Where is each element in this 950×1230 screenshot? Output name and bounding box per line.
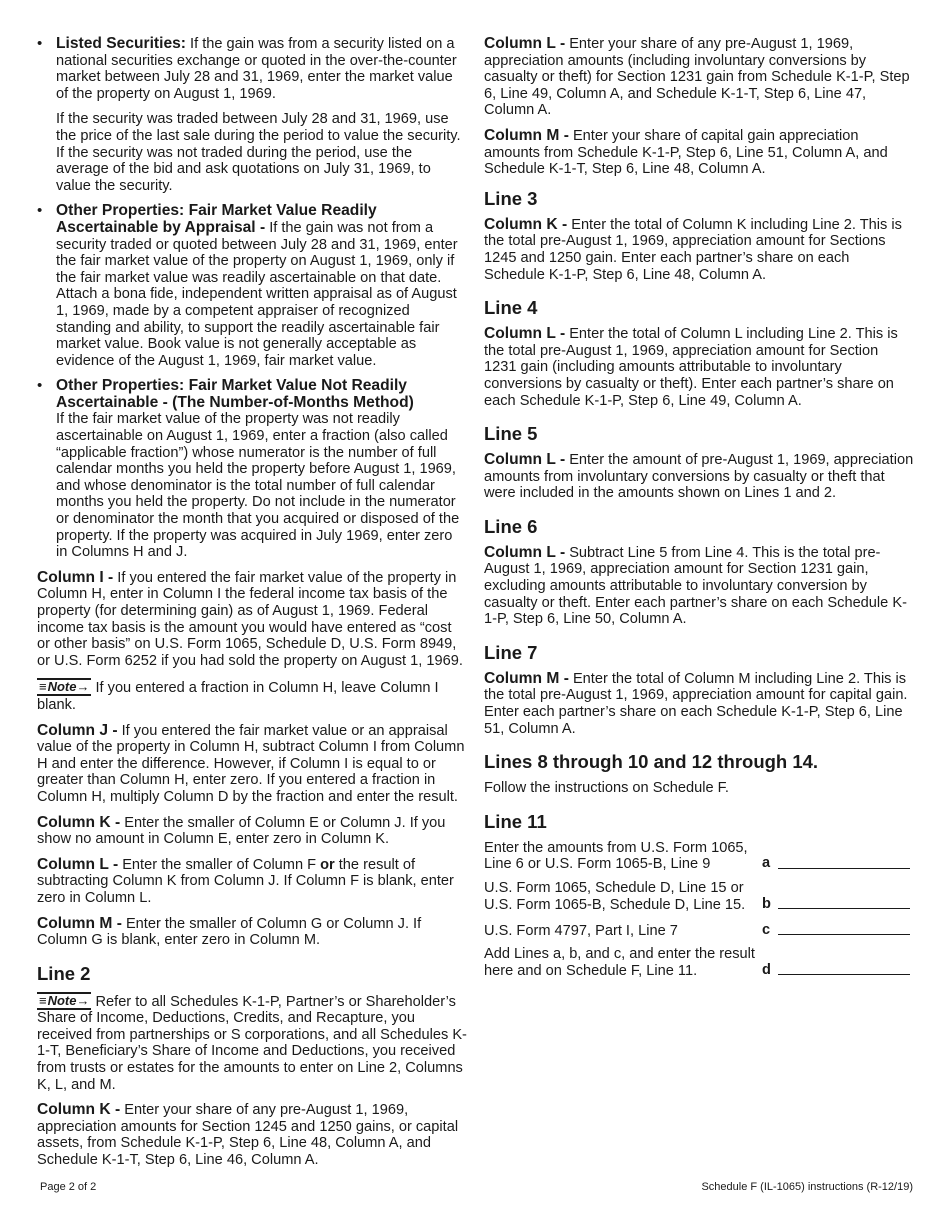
bullet-extra: If the security was traded between July 28 and 31, 1969, use the price of the last sale during the period to value the security. If the security was not traded during the period, use the average of the bid and ask quotations on July 31, 1969, to value the security. (56, 111, 461, 194)
note-paragraph (37, 992, 467, 1094)
line-7-paragraph: Column M - Enter the total of Column M including Line 2. This is the total pre-August 1, 1969, appreciation amount for capital gain. Enter each partner’s share on each Schedule K-1-P, Step 6, Line 51, Column A. (484, 669, 908, 737)
column-label: Column M - (37, 914, 122, 932)
line-2-column-m-paragraph: Column M - Enter your share of capital gain appreciation amounts from Schedule K-1-P, Step 6, Line 51, Column A, and Schedule K-1-T, Step 6, Line 48, Column A. (484, 126, 888, 178)
column-label: Column L - (37, 855, 119, 873)
amount-field-d[interactable] (778, 960, 910, 975)
column-m-paragraph: Column M - Enter the smaller of Column G or Column J. If Column G is blank, enter zero in Column M. (37, 914, 422, 949)
column-i-paragraph: Column I - If you entered the fair market value of the property in Column H, enter in Column I the federal income tax basis of the property (for determining gain) as of August 1, 1969. Federal income tax basis is the amount you would have entered as “cost or other basis” on U.S. Form 1065, Schedule D, U.S. Form 8949, or U.S. Form 6252 if you had sold the property on August 1, 1969. (37, 568, 463, 669)
column-label: Column K - (37, 1101, 121, 1119)
bullet-title: Other Properties: Fair Market Value Readily Ascertainable by Appraisal - (56, 202, 377, 236)
line-2-heading: Line 2 (37, 962, 91, 984)
column-label: Column M - (484, 669, 569, 687)
bullet-text: If the gain was not from a security traded or quoted between July 28 and 31, 1969, enter the fair market value of the property on August 1, 1969, only if the fair market value was readily ascertainable on that date. Attach a bona fide, independent written appraisal as of August 1, 1969, made by a competent appraiser of recognized standing and ability, to support the readily ascertainable fair market value. Book value is not generally acceptable as evidence of the August 1, 1969, fair market value. (56, 219, 458, 369)
bullet-icon: • (37, 377, 43, 395)
bullet-title: Listed Securities: (56, 35, 186, 52)
bullet-fmv-number-of-months (37, 378, 467, 561)
amount-field-c[interactable] (778, 920, 910, 935)
amount-field-b[interactable] (778, 894, 910, 909)
line-11-row-c (484, 920, 914, 939)
column-k-paragraph: Column K - Enter the smaller of Column E or Column J. If you show no amount in Column E, enter zero in Column K. (37, 813, 446, 848)
row-text: U.S. Form 4797, Part I, Line 7 (484, 922, 678, 939)
note-text: Refer to all Schedules K-1-P, Partner’s or Shareholder’s Share of Income, Deductions, Credits, and Recapture, you received from partnerships or S corporations, and all Schedules K-1-T, Beneficiary’s Share of Income and Deductions, you received from trusts or estates for the amounts to enter on Line 2, Columns K, L, and M. (37, 993, 467, 1093)
column-label: Column K - (37, 813, 121, 831)
line-2-column-l-paragraph: Column L - Enter your share of any pre-August 1, 1969, appreciation amounts (including involuntary conversions by casualty or theft) for Section 1231 gain from Schedule K-1-P, Step 6, Line 49, Column A, and Schedule K-1-T, Step 6, Line 47, Column A. (484, 35, 910, 119)
row-label: b (762, 895, 771, 912)
line-6-paragraph: Column L - Subtract Line 5 from Line 4. This is the total pre-August 1, 1969, appreciation amount for Section 1231 gain, excluding amounts attributable to involuntary conversion by casualty or theft. Enter each partner’s share on each Schedule K-1-P, Step 6, Line 50, Column A. (484, 543, 907, 628)
form-identifier: Schedule F (IL-1065) instructions (R-12/19) (701, 1181, 913, 1193)
column-label: Column I - (37, 568, 114, 586)
column-label: Column L - (484, 451, 566, 469)
line-3-heading: Line 3 (484, 187, 538, 209)
line-7-heading: Line 7 (484, 641, 538, 663)
line-2-column-k-paragraph: Column K - Enter your share of any pre-August 1, 1969, appreciation amounts for Section 1245 and 1250 gains, or capital assets, from Schedule K-1-P, Step 6, Line 48, Column A, and Schedule K-1-T, Step 6, Line 46, Column A. (37, 1101, 459, 1169)
column-label: Column K - (484, 215, 568, 233)
bullet-text: If the gain was from a security listed on a national securities exchange or quoted in the over-the-counter market between July 28 and 31, 1969, enter the market value of the property on August 1, 1969. (56, 36, 457, 102)
column-label: Column J - (37, 721, 118, 739)
line-11-heading: Line 11 (484, 810, 547, 832)
column-l-paragraph: Column L - Enter the smaller of Column F or the result of subtracting Column K from Column J. If Column F is blank, enter zero in Column L. (37, 855, 454, 906)
left-column (37, 36, 467, 1178)
right-column (484, 36, 914, 986)
bullet-fmv-appraisal (37, 203, 467, 369)
line-11-row-b (484, 880, 914, 913)
note-text: If you entered a fraction in Column H, leave Column I blank. (37, 680, 439, 713)
line-3-paragraph: Column K - Enter the total of Column K including Line 2. This is the total pre-August 1, 1969, appreciation amount for Sections 1245 and 1250 gain. Enter each partner’s share on each Schedule K-1-P, Step 6, Line 48, Column A. (484, 215, 902, 283)
bullet-icon: • (37, 35, 43, 52)
column-label: Column M - (484, 126, 569, 144)
page-number: Page 2 of 2 (40, 1181, 97, 1193)
column-label: Column L - (484, 35, 566, 52)
column-j-paragraph: Column J - If you entered the fair market value or an appraisal value of the property in Column H, subtract Column I from Column H and enter the difference. However, if Column I is equal to or greater than Column H, enter zero. If you entered a fraction in Column H, multiply Column D by the fraction and enter the result. (37, 721, 465, 805)
row-text: U.S. Form 1065, Schedule D, Line 15 or U.S. Form 1065-B, Schedule D, Line 15. (484, 880, 746, 913)
column-label: Column L - (484, 543, 566, 561)
row-label: c (762, 921, 771, 938)
amount-field-a[interactable] (778, 854, 910, 869)
row-label: a (762, 855, 771, 872)
row-label: d (762, 961, 771, 978)
line-5-paragraph: Column L - Enter the amount of pre-August 1, 1969, appreciation amounts from involuntary conversions by casualty or theft that were included in the amounts shown on Lines 1 and 2. (484, 451, 914, 502)
bullet-icon: • (37, 202, 43, 220)
bullet-listed-securities (37, 36, 467, 194)
line-11-row-d (484, 946, 914, 979)
bullet-title: Other Properties: Fair Market Value Not Readily Ascertainable - (The Number-of-Months Method) (56, 377, 414, 411)
note-paragraph (37, 678, 467, 713)
note-icon: ≡Note→ (39, 679, 90, 695)
note-icon: ≡Note→ (39, 992, 90, 1008)
line-4-heading: Line 4 (484, 297, 538, 319)
line-11-row-a (484, 840, 914, 873)
lines-8-14-paragraph: Follow the instructions on Schedule F. (484, 780, 729, 797)
row-text: Add Lines a, b, and c, and enter the result here and on Schedule F, Line 11. (484, 946, 755, 979)
line-4-paragraph: Column L - Enter the total of Column L including Line 2. This is the total pre-August 1, 1969, appreciation amount for Section 1231 gain (including amounts attributable to involuntary conversions by casualty or theft). Enter each partner’s share on each Schedule K-1-P, Step 6, Line 49, Column A. (484, 325, 898, 409)
lines-8-14-heading: Lines 8 through 10 and 12 through 14. (484, 751, 819, 773)
row-text: Enter the amounts from U.S. Form 1065, Line 6 or U.S. Form 1065-B, Line 9 (484, 839, 748, 873)
line-6-heading: Line 6 (484, 515, 538, 537)
column-label: Column L - (484, 325, 566, 343)
line-5-heading: Line 5 (484, 423, 538, 445)
bullet-text: If the fair market value of the property was not readily ascertainable on August 1, 1969, enter a fraction (also called “applicable fraction”) whose numerator is the number of full calendar months you held the property before August 1, 1969, and whose denominator is the total number of full calendar months you held the property. Do not include in the numerator or denominator the month that you acquired or disposed of the property. If the property was acquired in July 1969, enter zero in Columns H and J. (56, 411, 460, 561)
